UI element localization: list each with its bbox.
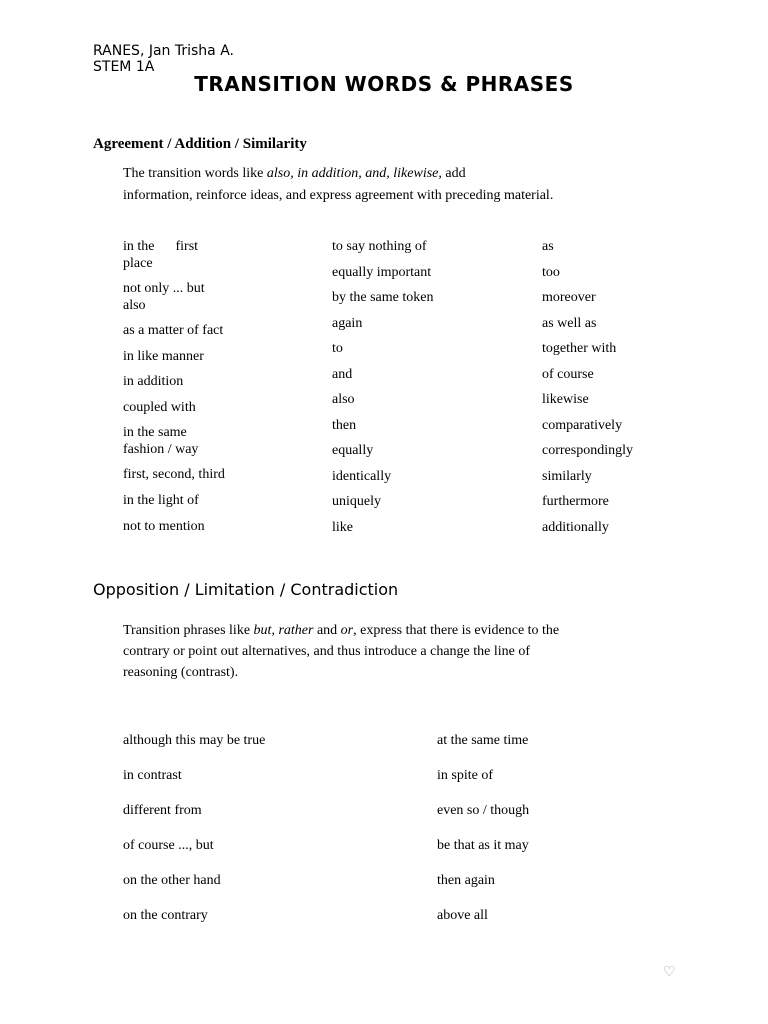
list-item: too	[542, 265, 560, 280]
section2-intro	[123, 620, 683, 683]
list-item: also	[332, 392, 355, 407]
list-item: first, second, third	[123, 467, 225, 482]
list-item: different from	[123, 803, 202, 818]
student-name: RANES, Jan Trisha A.	[93, 43, 234, 59]
list-item: and	[332, 367, 353, 382]
list-item: equally	[332, 443, 374, 458]
list-item: in like manner	[123, 349, 204, 364]
list-item: together with	[542, 341, 617, 356]
list-item: correspondingly	[542, 443, 633, 458]
section2-intro-or: or	[340, 623, 354, 638]
list-item: then again	[437, 873, 495, 888]
list-item: be that as it may	[437, 838, 529, 853]
list-item: coupled with	[123, 400, 196, 415]
list-item: equally important	[332, 265, 432, 280]
list-item: of course ..., but	[123, 838, 214, 853]
list-item: likewise	[542, 392, 589, 407]
heart-icon: ♡	[663, 965, 676, 980]
section2-intro-line2: contrary or point out alternatives, and thus introduce a change the line of	[123, 644, 531, 659]
section1-intro-text-end: , add	[438, 166, 466, 181]
section1-intro-line2: information, reinforce ideas, and express agreement with preceding material.	[123, 188, 554, 203]
list-item: furthermore	[542, 494, 609, 509]
section2-intro-rather: rather	[278, 623, 314, 638]
list-item: like	[332, 520, 353, 535]
list-item: in addition	[123, 374, 184, 389]
list-item: as	[542, 239, 554, 254]
list-item: not to mention	[123, 519, 205, 534]
list-item: to say nothing of	[332, 239, 427, 254]
section2-intro-but: but	[253, 623, 272, 638]
list-item: although this may be true	[123, 733, 266, 748]
list-item: of course	[542, 367, 594, 382]
list-item: in the light of	[123, 493, 199, 508]
document-title: TRANSITION WORDS & PHRASES	[194, 72, 574, 96]
list-item: at the same time	[437, 733, 529, 748]
section2-heading: Opposition / Limitation / Contradiction	[93, 580, 399, 599]
list-item: to	[332, 341, 343, 356]
list-item: similarly	[542, 469, 592, 484]
section1-intro-examples: also, in addition, and, likewise	[266, 166, 439, 181]
list-item: moreover	[542, 290, 596, 305]
section2-intro-line3: reasoning (contrast).	[123, 665, 239, 680]
section2-intro-sep: ,	[271, 623, 279, 638]
list-item: in spite of	[437, 768, 493, 783]
list-item: as a matter of fact	[123, 323, 224, 338]
list-item: by the same token	[332, 290, 434, 305]
list-item: in the first place	[123, 239, 199, 271]
list-item: again	[332, 316, 363, 331]
list-item: uniquely	[332, 494, 381, 509]
section1-intro-text: The transition words like	[123, 166, 267, 181]
list-item: on the contrary	[123, 908, 208, 923]
section1-intro	[123, 163, 683, 207]
list-item: in contrast	[123, 768, 182, 783]
list-item: even so / though	[437, 803, 530, 818]
list-item: not only ... but also	[123, 281, 205, 313]
list-item: then	[332, 418, 357, 433]
list-item: on the other hand	[123, 873, 221, 888]
list-item: additionally	[542, 520, 609, 535]
student-section: STEM 1A	[93, 59, 155, 75]
section1-heading: Agreement / Addition / Similarity	[93, 136, 307, 152]
section2-intro-text: Transition phrases like	[123, 623, 254, 638]
section2-intro-and: and	[313, 623, 341, 638]
list-item: above all	[437, 908, 488, 923]
list-item: in the same fashion / way	[123, 425, 199, 457]
list-item: comparatively	[542, 418, 623, 433]
section2-intro-text-end: , express that there is evidence to the	[353, 623, 560, 638]
list-item: as well as	[542, 316, 597, 331]
list-item: identically	[332, 469, 392, 484]
